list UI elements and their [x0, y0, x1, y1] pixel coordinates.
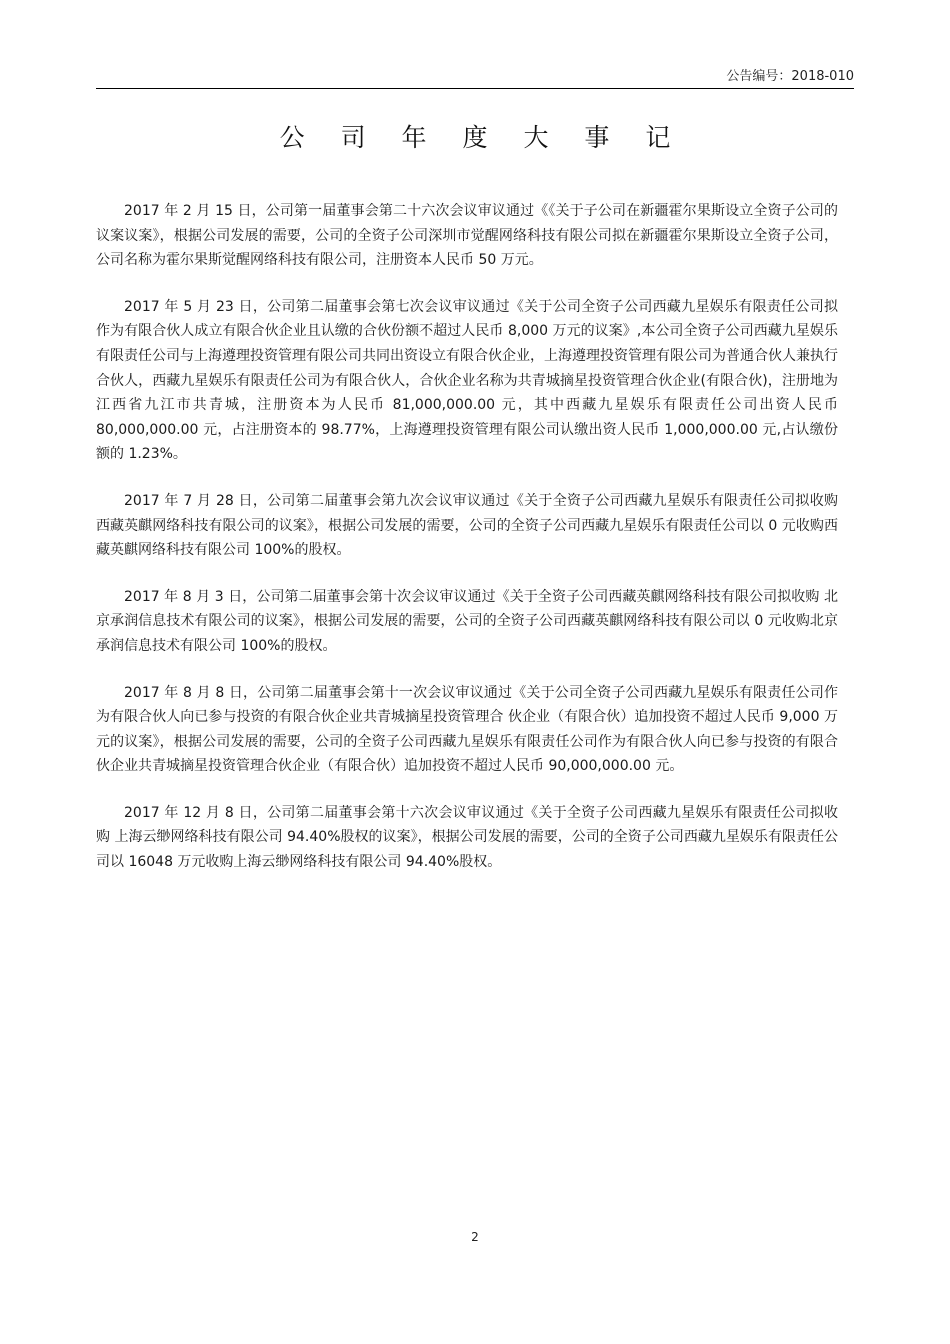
paragraph-event-3: 2017 年 7 月 28 日，公司第二届董事会第九次会议审议通过《关于全资子公司西藏九星娱乐有限责任公司拟收购 西藏英麒网络科技有限公司的议案》，根据公司发展的需要，公司的全资子公司西藏九星娱乐有限责任公司以 0 元收购西藏英麒网络科技有限公司 100%的股权。: [96, 492, 838, 559]
document-title: 公 司 年 度 大 事 记: [279, 123, 685, 152]
announcement-code: 公告编号：2018-010: [726, 69, 854, 84]
paragraph-event-2: 2017 年 5 月 23 日，公司第二届董事会第七次会议审议通过《关于公司全资子公司西藏九星娱乐有限责任公司拟作为有限合伙人成立有限合伙企业且认缴的合伙份额不超过人民币 8,000 万元的议案》,本公司全资子公司西藏九星娱乐有限责任公司与上海遵理投资管理有限公司共同出资设立有限合伙企业，上海遵理投资管理有限公司为普通合伙人兼执行合伙人，西藏九星娱乐有限责任公司为有限合伙人，合伙企业名称为共青城摘星投资管理合伙企业(有限合伙)，注册地为江西省九江市共青城，注册资本为人民币 81,000,000.00 元，其中西藏九星娱乐有限责任公司出资人民币 80,000,000.00 元，占注册资本的 98.77%，上海遵理投资管理有限公司认缴出资人民币 1,000,000.00 元,占认缴份额的 1.23%。: [96, 298, 838, 463]
page-number: 2: [471, 1230, 479, 1244]
paragraph-event-4: 2017 年 8 月 3 日，公司第二届董事会第十次会议审议通过《关于全资子公司西藏英麒网络科技有限公司拟收购 北京承润信息技术有限公司的议案》，根据公司发展的需要，公司的全资子公司西藏英麒网络科技有限公司以 0 元收购北京承润信息技术有限公司 100%的股权。: [96, 588, 838, 654]
paragraph-event-5: 2017 年 8 月 8 日，公司第二届董事会第十一次会议审议通过《关于公司全资子公司西藏九星娱乐有限责任公司作 为有限合伙人向已参与投资的有限合伙企业共青城摘星投资管理合 伙企业（有限合伙）追加投资不超过人民币 9,000 万元的议案》，根据公司发展的需要，公司的全资子公司西藏九星娱乐有限责任公司作为有限合伙人向已参与投资的有限合伙企业共青城摘星投资管理合伙企业（有限合伙）追加投资不超过人民币 90,000,000.00 元。: [96, 684, 838, 775]
header-divider: [96, 88, 854, 89]
document-body: [96, 199, 838, 897]
paragraph-event-1: 2017 年 2 月 15 日，公司第一届董事会第二十六次会议审议通过《《关于子公司在新疆霍尔果斯设立全资子公司的议案议案》，根据公司发展的需要，公司的全资子公司深圳市觉醒网络科技有限公司拟在新疆霍尔果斯设立全资子公司，公司名称为霍尔果斯觉醒网络科技有限公司，注册资本人民币 50 万元。: [96, 203, 838, 269]
paragraph-event-6: 2017 年 12 月 8 日，公司第二届董事会第十六次会议审议通过《关于全资子公司西藏九星娱乐有限责任公司拟收购 上海云缈网络科技有限公司 94.40%股权的议案》，根据公司发展的需要，公司的全资子公司西藏九星娱乐有限责任公司以 16048 万元收购上海云缈网络科技有限公司 94.40%股权。: [96, 804, 838, 871]
